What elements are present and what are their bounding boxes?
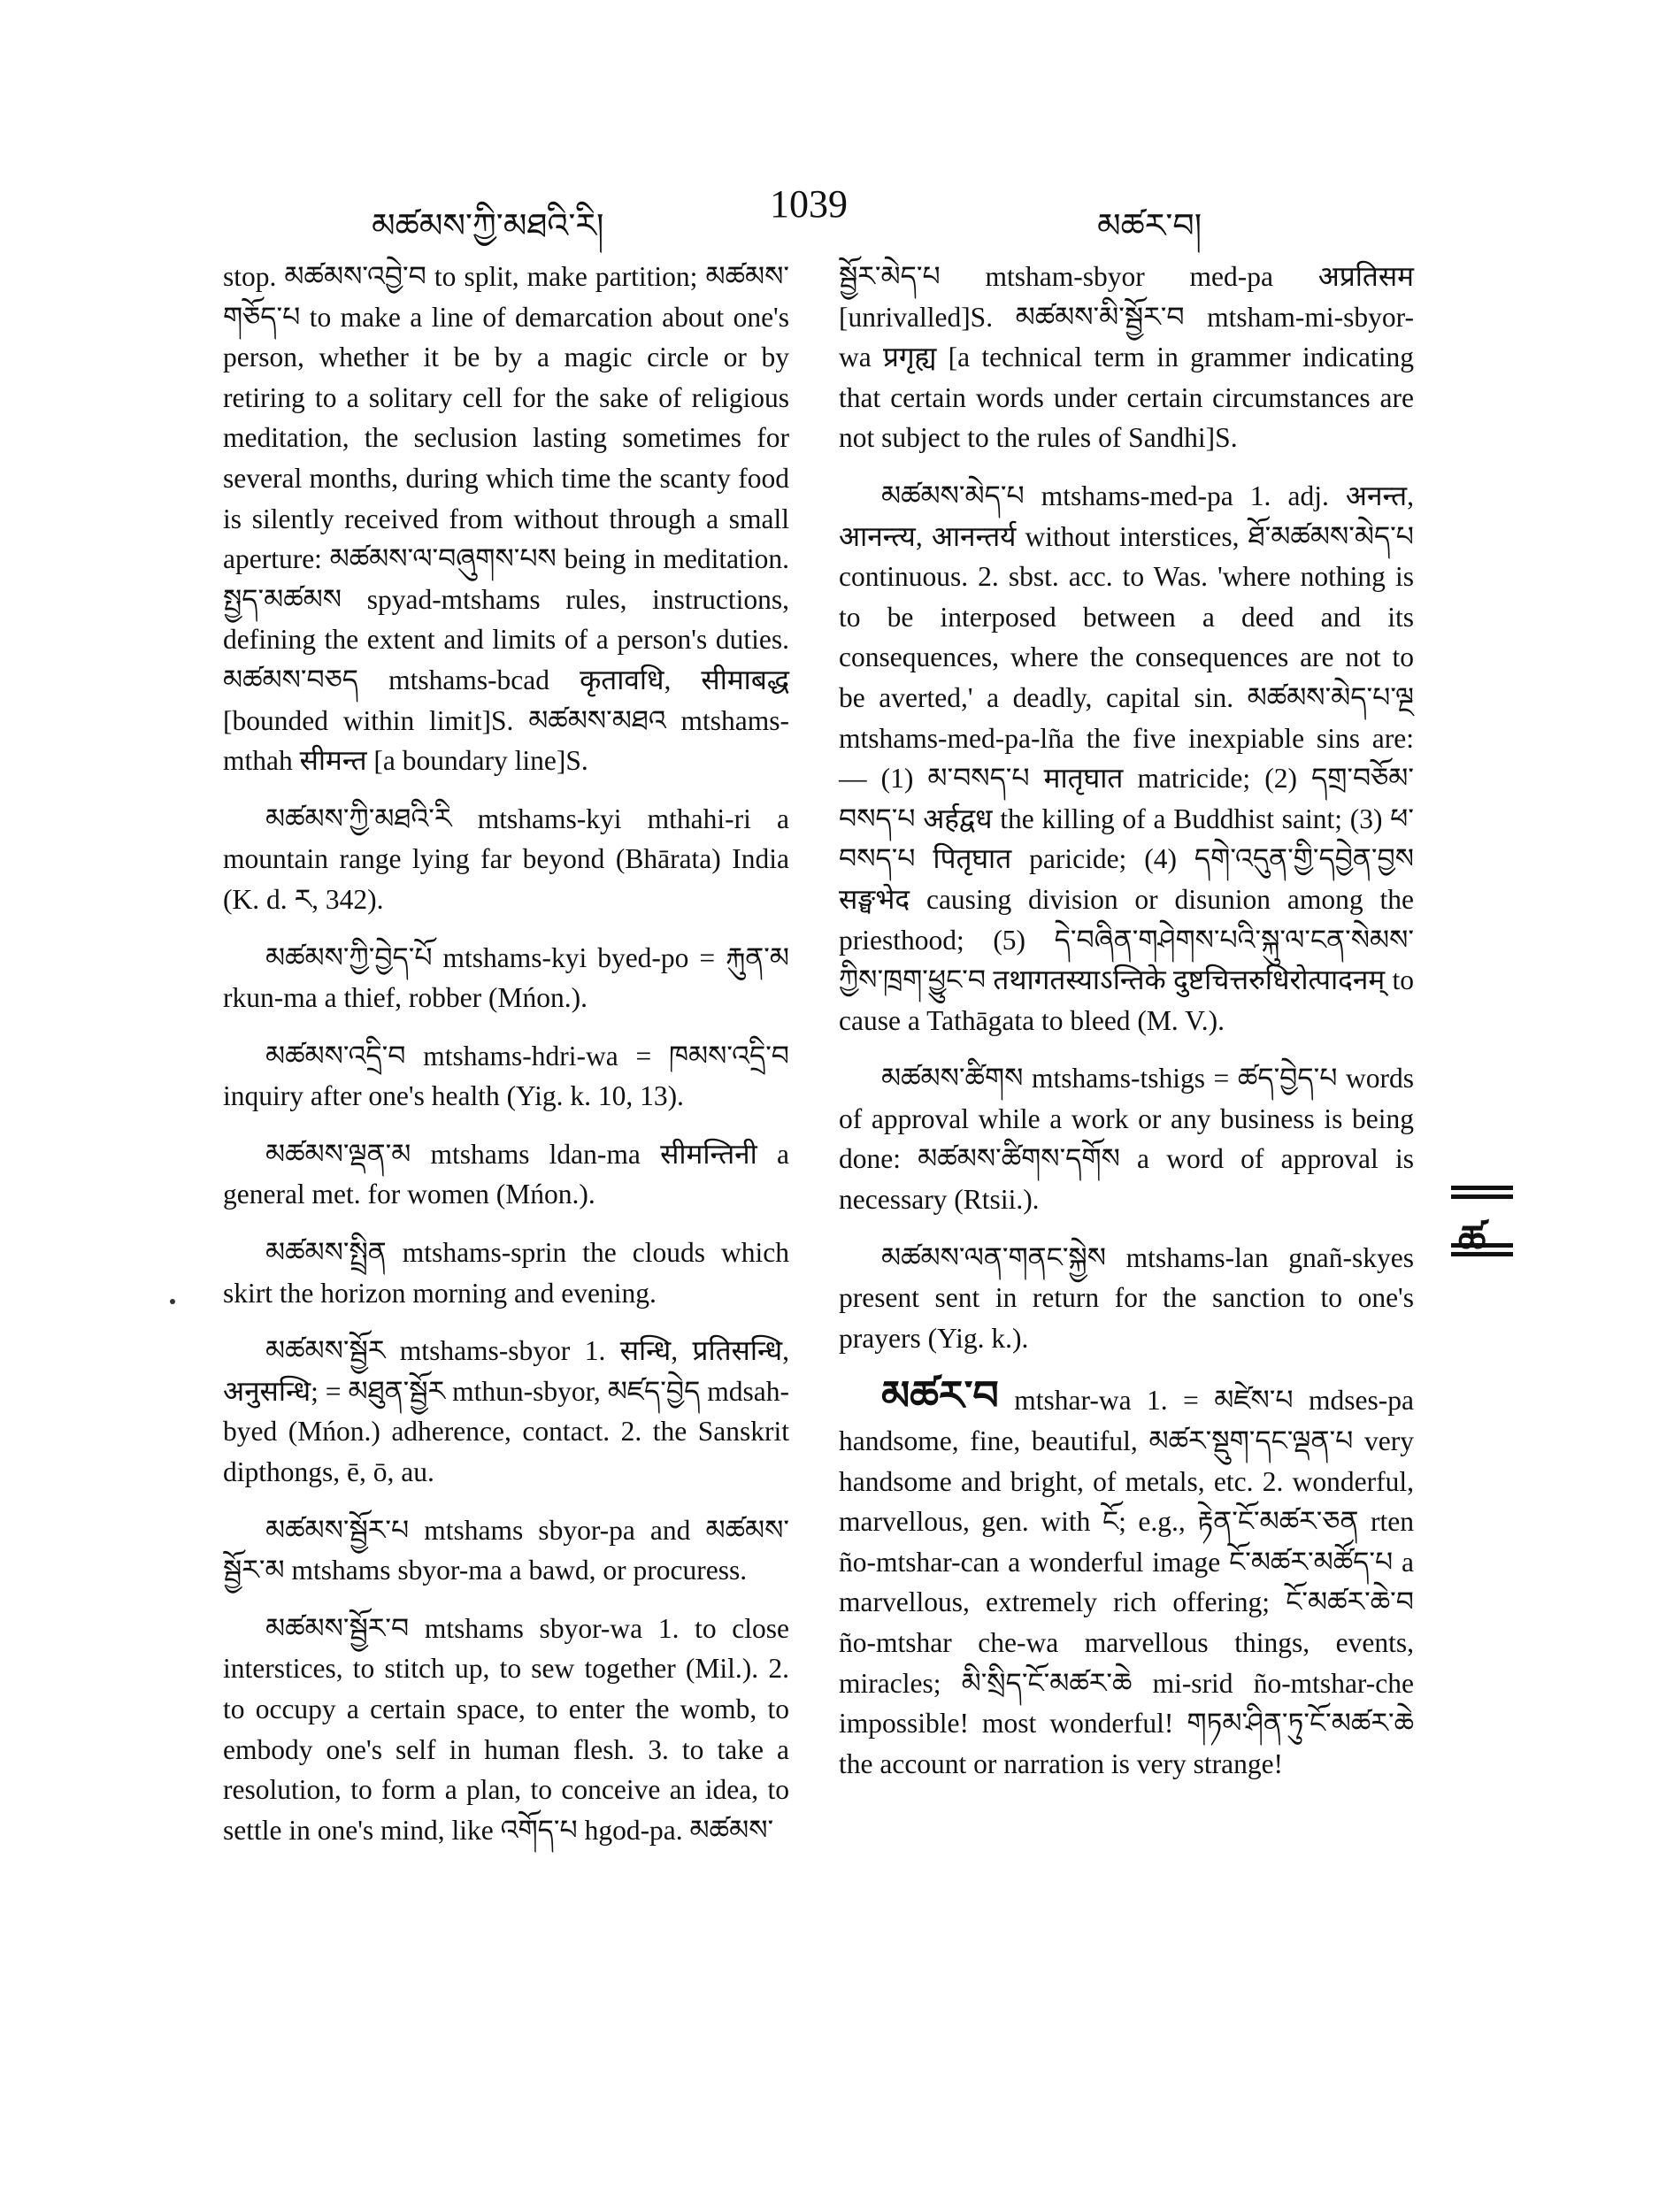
thumb-index-bar: [1451, 1186, 1513, 1190]
right-column: [839, 257, 1414, 1801]
entry-paragraph: མཚམས་ཀྱི་མཐའི་རི mtshams-kyi mthahi-ri a mountain range lying far beyond (Bhārata) India (K. d. ར, 342).: [223, 803, 789, 915]
thumb-index-tab: [1451, 1186, 1513, 1262]
entry-paragraph: སྦྱོར་མེད་པ mtsham-sbyor med-pa अप्रतिसम [unrivalled]S. མཚམས་མི་སྦྱོར་བ mtsham-mi-sbyor-wa प्रगृह्य [a technical term in grammer indicating that certain words under certain circumstances are not subject to the rules of Sandhi]S.: [839, 261, 1414, 454]
thumb-index-glyph: ཚ: [1458, 1218, 1486, 1262]
main-entry-paragraph: [839, 1373, 1414, 1784]
left-running-headword: མཚམས་ཀྱི་མཐའི་རི།: [372, 208, 604, 245]
margin-dot: [170, 1299, 175, 1304]
entry-paragraph: stop. མཚམས་འབྱེ་བ to split, make partition; མཚམས་གཅོད་པ to make a line of demarcation about one's person, whether it be by a magic circle or by retiring to a solitary cell for the sake of religious meditation, the seclusion lasting sometimes for several months, during which time the scanty food is silently received from without through a small aperture: མཚམས་ལ་བཞུགས་པས being in meditation. སྤྱད་མཚམས spyad-mtshams rules, instructions, defining the extent and limits of a person's duties. མཚམས་བཅད mtshams-bcad कृतावधि, सीमाबद्ध [bounded within limit]S. མཚམས་མཐའ mtshams-mthah सीमन्त [a boundary line]S.: [223, 261, 789, 777]
right-running-headword: མཚར་བ།: [1097, 208, 1202, 245]
page-number: 1039: [770, 182, 848, 226]
main-entry-text: mtshar-wa 1. = མཛེས་པ mdses-pa handsome, fine, beautiful, མཚར་སྡུག་དང་ལྡན་པ very handsome and bright, of metals, etc. 2. wonderful, marvellous, gen. with ངོ; e.g., རྟེན་ངོ་མཚར་ཅན rten ño-mtshar-can a wonderful image ངོ་མཚར་མཚོད་པ a marvellous, extremely rich offering; ངོ་མཚར་ཆེ་བ ño-mtshar che-wa marvellous things, events, miracles; མི་སྲིད་ངོ་མཚར་ཆེ mi-srid ño-mtshar-che impossible! most wonderful! གཏམ་ཤིན་ཏུ་ངོ་མཚར་ཆེ the account or narration is very strange!: [839, 1385, 1414, 1779]
entry-paragraph: མཚམས་མེད་པ mtshams-med-pa 1. adj. अनन्त, आनन्त्य, आनन्तर्य without interstices, ཐོ་མཚམས་མེད་པ continuous. 2. sbst. acc. to Was. 'where nothing is to be interposed between a deed and its consequences, where the consequences are not to be averted,' a deadly, capital sin. མཚམས་མེད་པ་ལྔ mtshams-med-pa-lña the five inexpiable sins are:— (1) མ་བསད་པ मातृघात matricide; (2) དགྲ་བཅོམ་བསད་པ अर्हद्वध the killing of a Buddhist saint; (3) ཕ་བསད་པ पितृघात paricide; (4) དགེ་འདུན་གྱི་དབྱེན་བྱས सङ्घभेद causing division or disunion among the priesthood; (5) དེ་བཞིན་གཤེགས་པའི་སྐུ་ལ་ངན་སེམས་ཀྱིས་ཁྲག་ཕྱུང་བ तथागतस्याऽन्तिके दुष्टचित्तरुधिरोत्पादनम् to cause a Tathāgata to bleed (M. V.).: [839, 480, 1414, 1036]
entry-paragraph: མཚམས་སྦྱོར mtshams-sbyor 1. सन्धि, प्रतिसन्धि, अनुसन्धि; = མཐུན་སྦྱོར mthun-sbyor, མཛད་བྱེད mdsah-byed (Mńon.) adherence, contact. 2. the Sanskrit dipthongs, ē, ō, au.: [223, 1335, 789, 1488]
entry-paragraph: མཚམས་སྦྱོར་པ mtshams sbyor-pa and མཚམས་སྦྱོར་མ mtshams sbyor-ma a bawd, or procuress.: [223, 1514, 789, 1586]
left-column: [223, 257, 789, 1868]
entry-paragraph: མཚམས་སྦྱོར་བ mtshams sbyor-wa 1. to close interstices, to stitch up, to sew together (Mil.). 2. to occupy a certain space, to enter the womb, to embody one's self in human flesh. 3. to take a resolution, to form a plan, to conceive an idea, to settle in one's mind, like འགོད་པ hgod-pa. མཚམས་: [223, 1612, 789, 1846]
page-header: [212, 181, 1416, 245]
entry-paragraph: མཚམས་ཚིགས mtshams-tshigs = ཚད་བྱེད་པ words of approval while a work or any business is being done: མཚམས་ཚིགས་དགོས a word of approval is necessary (Rtsii.).: [839, 1063, 1414, 1216]
main-headword: མཚར་བ: [881, 1373, 999, 1419]
entry-paragraph: མཚམས་སྤྲིན mtshams-sprin the clouds which skirt the horizon morning and evening.: [223, 1237, 789, 1309]
entry-paragraph: མཚམས་འདྲི་བ mtshams-hdri-wa = ཁམས་འདྲི་བ inquiry after one's health (Yig. k. 10, 13).: [223, 1040, 789, 1112]
entry-paragraph: མཚམས་ལན་གནང་སྐྱེས mtshams-lan gnañ-skyes present sent in return for the sanction to one's prayers (Yig. k.).: [839, 1241, 1414, 1354]
entry-paragraph: མཚམས་ཀྱི་བྱེད་པོ mtshams-kyi byed-po = རྐུན་མ rkun-ma a thief, robber (Mńon.).: [223, 941, 789, 1014]
entry-paragraph: མཚམས་ལྡན་མ mtshams ldan-ma सीमन्तिनी a general met. for women (Mńon.).: [223, 1138, 789, 1210]
